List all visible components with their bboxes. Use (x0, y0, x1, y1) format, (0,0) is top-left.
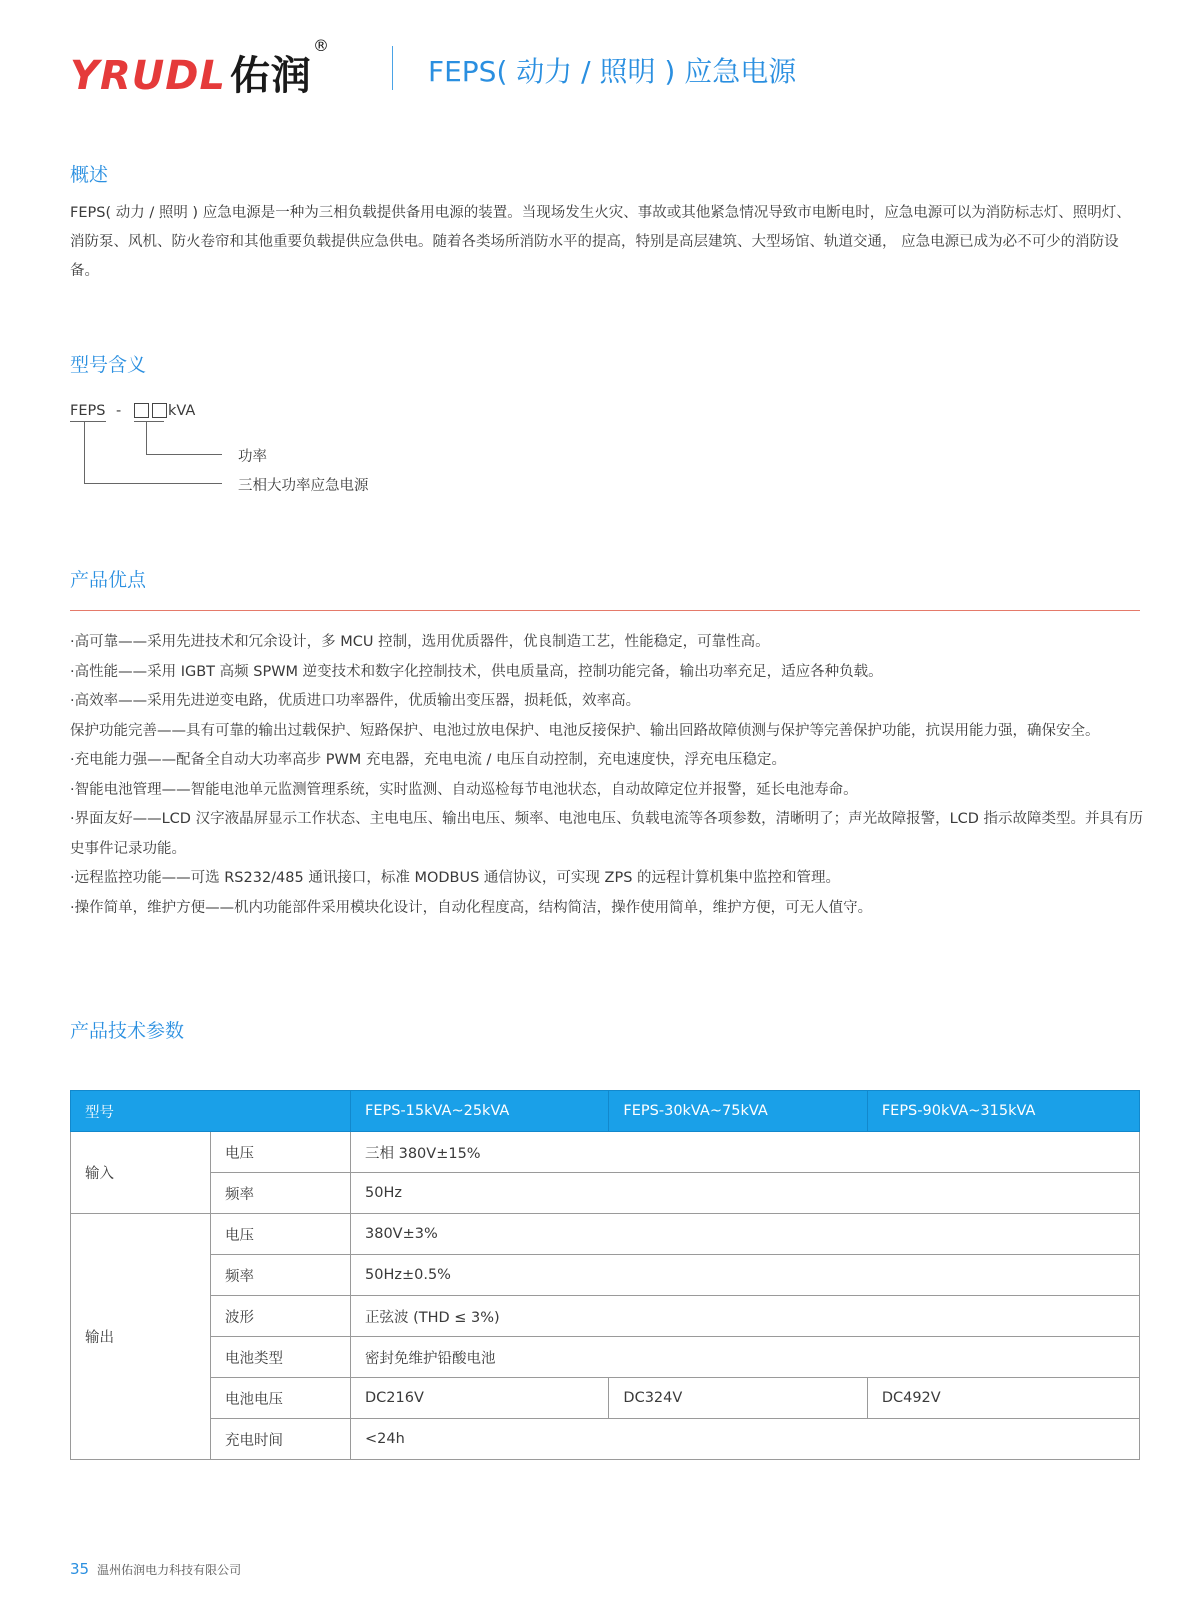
specs-title: 产品技术参数 (70, 1020, 185, 1042)
list-item: ·高效率——采用先进逆变电路，优质进口功率器件，优质输出变压器，损耗低，效率高。 (70, 693, 641, 709)
page-header (70, 36, 1150, 100)
section-divider (70, 610, 1140, 611)
power-label: 功率 (238, 449, 267, 465)
table-row (71, 1296, 1140, 1337)
company-logo (70, 36, 330, 101)
model-diagram (70, 400, 470, 510)
row-value: DC492V (867, 1378, 1139, 1419)
type-label: 三相大功率应急电源 (238, 478, 369, 494)
model-dash: - (116, 403, 122, 419)
logo-cn: 佑润 (229, 53, 312, 99)
row-value: DC216V (351, 1378, 609, 1419)
model-code: FEPS (70, 403, 106, 419)
advantages-title: 产品优点 (70, 569, 147, 591)
power-connector-vertical (146, 421, 147, 454)
row-value: 50Hz (351, 1173, 1140, 1214)
company-name: 温州佑润电力科技有限公司 (97, 1563, 242, 1577)
list-item: ·远程监控功能——可选 RS232/485 通讯接口，标准 MODBUS 通信协议，可实现 ZPS 的远程计算机集中监控和管理。 (70, 870, 841, 886)
overview-title: 概述 (70, 164, 109, 186)
page-footer (70, 1560, 241, 1578)
table-row (71, 1214, 1140, 1255)
list-item: ·高可靠——采用先进技术和冗余设计，多 MCU 控制，选用优质器件，优良制造工艺，性能稳定，可靠性高。 (70, 634, 770, 650)
table-row (71, 1255, 1140, 1296)
row-value: <24h (351, 1419, 1140, 1460)
document-title: FEPS( 动力 / 照明 ) 应急电源 (428, 55, 797, 88)
list-item: ·界面友好——LCD 汉字液晶屏显示工作状态、主电电压、输出电压、频率、电池电压、负载电流等各项参数，清晰明了；声光故障报警，LCD 指示故障类型。并具有历史事件记录功能。 (70, 811, 1144, 857)
row-value: 三相 380V±15% (351, 1132, 1140, 1173)
table-row (71, 1419, 1140, 1460)
row-value: 密封免维护铅酸电池 (351, 1337, 1140, 1378)
header-col-90-315: FEPS-90kVA~315kVA (867, 1091, 1139, 1132)
code-underline (70, 421, 106, 422)
row-value: 50Hz±0.5% (351, 1255, 1140, 1296)
row-label: 频率 (211, 1255, 351, 1296)
table-row (71, 1173, 1140, 1214)
input-group-label: 输入 (71, 1132, 211, 1214)
row-label: 电压 (211, 1132, 351, 1173)
list-item: ·高性能——采用 IGBT 高频 SPWM 逆变技术和数字化控制技术，供电质量高，控制功能完备，输出功率充足，适应各种负载。 (70, 663, 883, 680)
advantages-list (70, 628, 1145, 923)
list-item: ·操作简单，维护方便——机内功能部件采用模块化设计，自动化程度高，结构简洁，操作使用简单，维护方便，可无人值守。 (70, 899, 873, 916)
logo-latin: YRUDL (70, 53, 226, 99)
header-divider (392, 46, 393, 90)
table-row (71, 1337, 1140, 1378)
type-connector-horizontal (84, 483, 222, 484)
model-placeholder-boxes (134, 403, 170, 420)
row-value: 380V±3% (351, 1214, 1140, 1255)
page-number: 35 (70, 1560, 90, 1578)
boxes-underline (134, 421, 164, 422)
table-row (71, 1132, 1140, 1173)
list-item: ·充电能力强——配备全自动大功率高步 PWM 充电器，充电电流 / 电压自动控制，充电速度快，浮充电压稳定。 (70, 752, 787, 768)
row-label: 频率 (211, 1173, 351, 1214)
row-label: 电池电压 (211, 1378, 351, 1419)
row-value: 正弦波 (THD ≤ 3%) (351, 1296, 1140, 1337)
type-connector-vertical (84, 421, 85, 483)
list-item: 保护功能完善——具有可靠的输出过载保护、短路保护、电池过放电保护、电池反接保护、输出回路故障侦测与保护等完善保护功能，抗误用能力强，确保安全。 (70, 722, 1100, 739)
header-col-15-25: FEPS-15kVA~25kVA (351, 1091, 609, 1132)
list-item: ·智能电池管理——智能电池单元监测管理系统，实时监测、自动巡检每节电池状态，自动故障定位并报警，延长电池寿命。 (70, 781, 858, 798)
specs-table (70, 1090, 1140, 1460)
table-header-row (71, 1091, 1140, 1132)
row-label: 电池类型 (211, 1337, 351, 1378)
header-model: 型号 (71, 1091, 351, 1132)
row-value: DC324V (609, 1378, 867, 1419)
model-unit: kVA (168, 403, 196, 419)
model-title: 型号含义 (70, 354, 147, 376)
overview-text: FEPS( 动力 / 照明 ) 应急电源是一种为三相负载提供备用电源的装置。当现场发生火灾、事故或其他紧急情况导致市电断电时，应急电源可以为消防标志灯、照明灯、消防泵、风机、防火卷帘和其他重要负载提供应急供电。随着各类场所消防水平的提高，特别是高层建筑、大型场馆、轨道交通， 应急电源已成为必不可少的消防设备。 (70, 205, 1131, 279)
power-connector-horizontal (146, 454, 222, 455)
output-group-label: 输出 (71, 1214, 211, 1460)
registered-mark: ® (312, 36, 330, 55)
header-col-30-75: FEPS-30kVA~75kVA (609, 1091, 867, 1132)
table-row (71, 1378, 1140, 1419)
row-label: 电压 (211, 1214, 351, 1255)
row-label: 波形 (211, 1296, 351, 1337)
row-label: 充电时间 (211, 1419, 351, 1460)
